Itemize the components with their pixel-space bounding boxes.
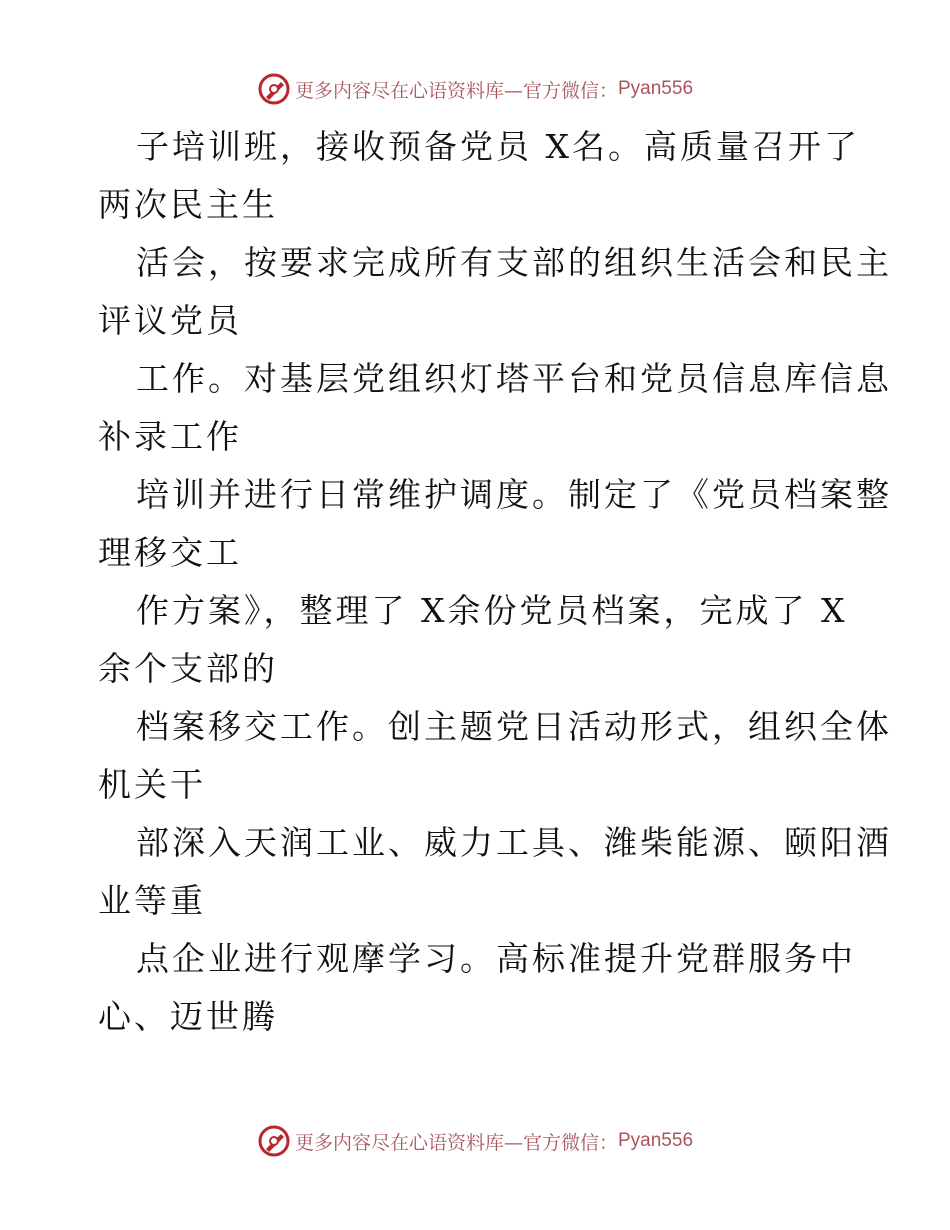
text-line: 补录工作 [98, 417, 242, 456]
pen-logo-icon [257, 72, 291, 106]
footer-banner-brand: Pyan556 [618, 1130, 694, 1151]
text-line: 工作。对基层党组织灯塔平台和党员信息库信息 [136, 359, 892, 398]
text-line: 档案移交工作。创主题党日活动形式，组织全体 [136, 707, 892, 746]
text-line: 业等重 [98, 881, 206, 920]
header-banner [0, 72, 950, 106]
text-line: 作方案》，整理了 X余份党员档案，完成了 X [136, 591, 848, 630]
text-line: 机关干 [98, 765, 206, 804]
header-banner-brand: Pyan556 [618, 78, 694, 99]
text-line: 子培训班，接收预备党员 X名。高质量召开了 [136, 127, 860, 166]
footer-banner-text: 更多内容尽在心语资料库—官方微信： [294, 1131, 618, 1154]
text-line: 点企业进行观摩学习。高标准提升党群服务中 [136, 939, 856, 978]
text-line: 部深入天润工业、威力工具、潍柴能源、颐阳酒 [136, 823, 892, 862]
text-line: 活会，按要求完成所有支部的组织生活会和民主 [136, 243, 892, 282]
text-line: 理移交工 [98, 533, 242, 572]
footer-banner [0, 1124, 950, 1158]
text-line: 心、迈世腾 [98, 997, 278, 1036]
text-line: 评议党员 [98, 301, 242, 340]
text-line: 两次民主生 [98, 185, 278, 224]
text-line: 余个支部的 [98, 649, 278, 688]
pen-logo-icon [257, 1124, 291, 1158]
document-body [98, 118, 892, 1046]
header-banner-text: 更多内容尽在心语资料库—官方微信： [294, 79, 618, 102]
text-line: 培训并进行日常维护调度。制定了《党员档案整 [136, 475, 892, 514]
